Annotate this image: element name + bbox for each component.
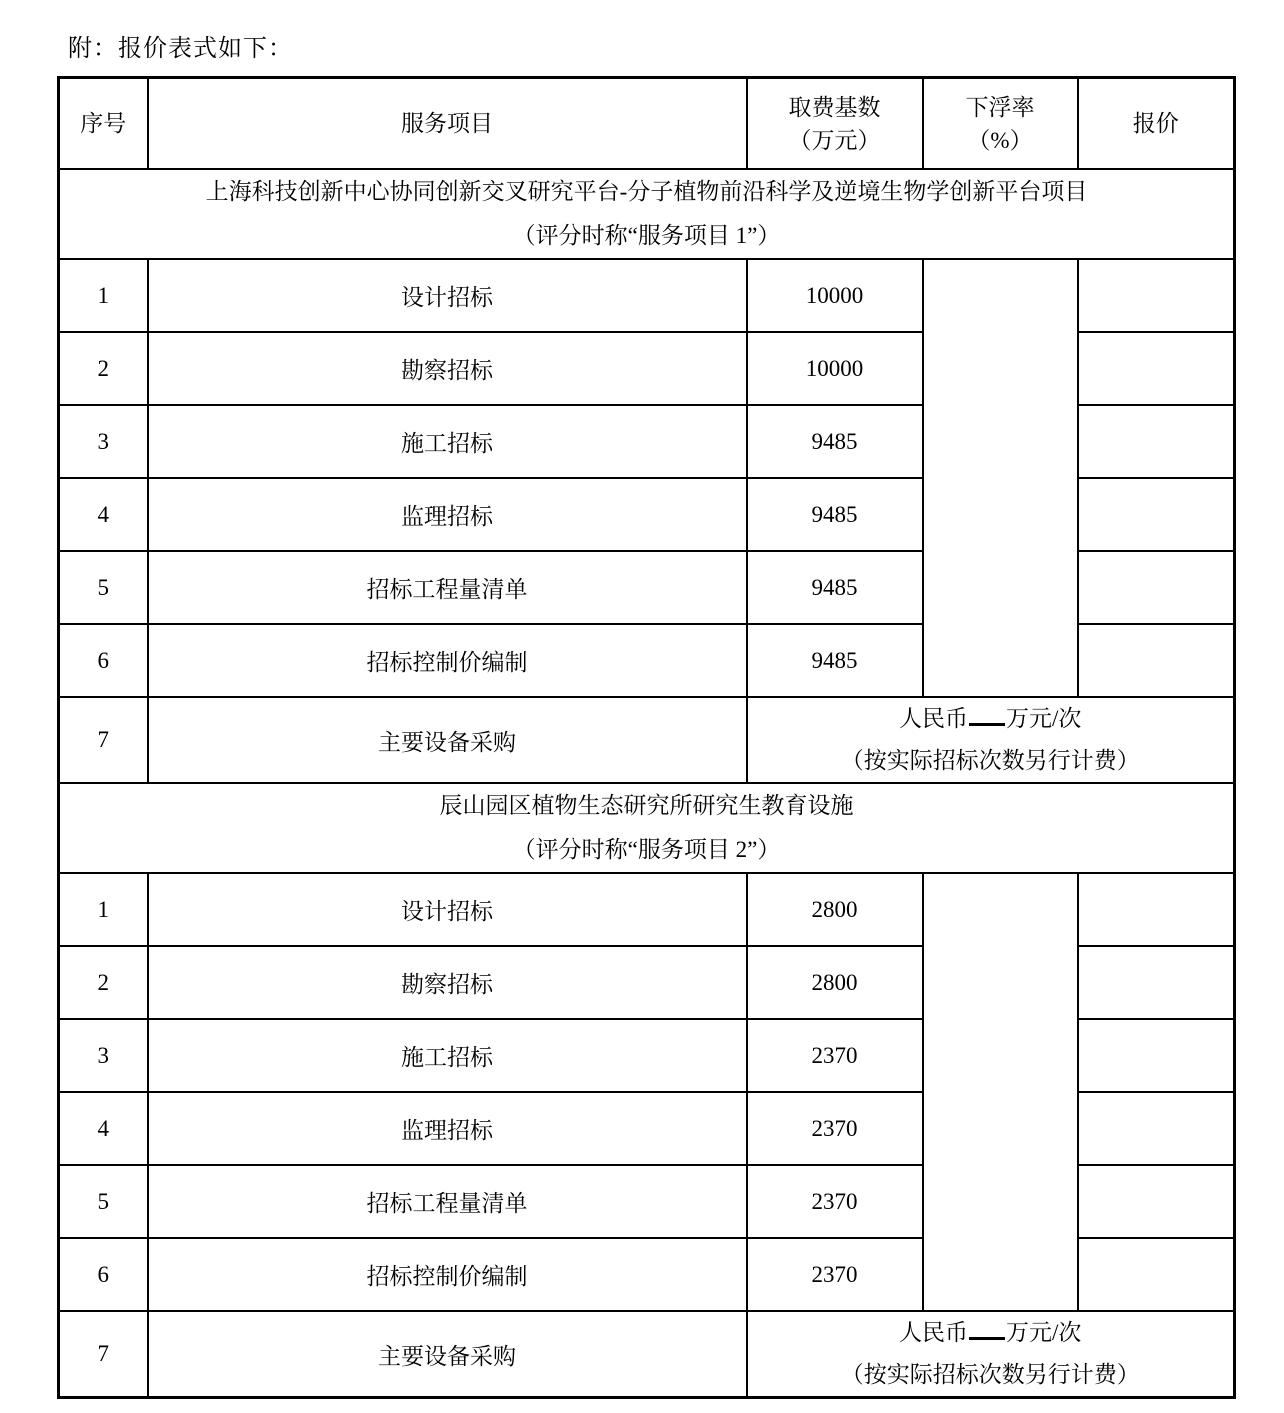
- header-label: 下浮率: [965, 94, 1035, 120]
- base-cell: 10000: [747, 259, 923, 332]
- service-cell: 设计招标: [148, 259, 747, 332]
- quote-cell: [1078, 259, 1235, 332]
- row-index-cell: 4: [59, 1092, 148, 1165]
- header-label: 取费基数: [788, 94, 881, 120]
- price-prefix: 人民币: [899, 1320, 969, 1345]
- section-title-line: 上海科技创新中心协同创新交叉研究平台-分子植物前沿科学及逆境生物学创新平台项目: [205, 179, 1088, 204]
- base-cell: 9485: [747, 551, 923, 624]
- base-cell: 2370: [747, 1165, 923, 1238]
- quote-cell: [1078, 946, 1235, 1019]
- price-line: [748, 698, 1234, 740]
- service-cell: 监理招标: [148, 1092, 747, 1165]
- equipment-price-cell: [747, 697, 1235, 783]
- equipment-row: [59, 1311, 1235, 1398]
- base-cell: 2800: [747, 873, 923, 946]
- service-cell: 主要设备采购: [148, 1311, 747, 1398]
- row-index-cell: 3: [59, 1019, 148, 1092]
- quote-cell: [1078, 551, 1235, 624]
- col-header-discount: [923, 78, 1078, 170]
- price-suffix: 万元/次: [1006, 706, 1082, 731]
- service-cell: 监理招标: [148, 478, 747, 551]
- base-cell: 2370: [747, 1019, 923, 1092]
- service-cell: 施工招标: [148, 405, 747, 478]
- price-suffix: 万元/次: [1006, 1320, 1082, 1345]
- col-header-base: [747, 78, 923, 170]
- quote-cell: [1078, 1019, 1235, 1092]
- section-title-row: [59, 169, 1235, 259]
- base-cell: 2370: [747, 1092, 923, 1165]
- doc-title: 附：报价表式如下：: [68, 36, 293, 62]
- row-index-cell: 6: [59, 624, 148, 697]
- price-blank-line: [969, 703, 1005, 726]
- service-cell: 勘察招标: [148, 332, 747, 405]
- service-cell: 招标控制价编制: [148, 624, 747, 697]
- col-header-index: [59, 78, 148, 170]
- section-title-line: 辰山园区植物生态研究所研究生教育设施: [439, 793, 854, 818]
- header-row: [59, 78, 1235, 170]
- base-cell: 9485: [747, 478, 923, 551]
- row-index-cell: 3: [59, 405, 148, 478]
- price-note: （按实际招标次数另行计费）: [840, 1362, 1140, 1387]
- discount-merged-cell: [923, 259, 1078, 697]
- section-title-cell: [59, 783, 1235, 873]
- row-index-cell: 4: [59, 478, 148, 551]
- service-cell: 招标控制价编制: [148, 1238, 747, 1311]
- service-cell: 招标工程量清单: [148, 1165, 747, 1238]
- service-cell: 勘察招标: [148, 946, 747, 1019]
- header-label: 报价: [1132, 111, 1179, 136]
- base-cell: 2370: [747, 1238, 923, 1311]
- row-index-cell: 7: [59, 1311, 148, 1398]
- header-label: （%）: [967, 127, 1033, 153]
- row-index-cell: 1: [59, 873, 148, 946]
- quote-cell: [1078, 873, 1235, 946]
- service-cell: 主要设备采购: [148, 697, 747, 783]
- price-line: [748, 1312, 1234, 1354]
- service-cell: 施工招标: [148, 1019, 747, 1092]
- col-header-service: [148, 78, 747, 170]
- quote-cell: [1078, 478, 1235, 551]
- quote-cell: [1078, 1165, 1235, 1238]
- row-index-cell: 5: [59, 551, 148, 624]
- row-index-cell: 6: [59, 1238, 148, 1311]
- equipment-price-cell: [747, 1311, 1235, 1398]
- base-cell: 2800: [747, 946, 923, 1019]
- section-title-cell: [59, 169, 1235, 259]
- section-title-line: （评分时称“服务项目 1”）: [512, 223, 781, 248]
- row-index-cell: 2: [59, 946, 148, 1019]
- quote-cell: [1078, 332, 1235, 405]
- quote-cell: [1078, 1238, 1235, 1311]
- quote-cell: [1078, 624, 1235, 697]
- header-label: 服务项目: [401, 111, 493, 136]
- price-prefix: 人民币: [899, 706, 969, 731]
- table-row: [59, 259, 1235, 332]
- price-blank-line: [969, 1317, 1005, 1340]
- section-title-row: [59, 783, 1235, 873]
- discount-merged-cell: [923, 873, 1078, 1311]
- quotation-table: [57, 76, 1236, 1399]
- row-index-cell: 2: [59, 332, 148, 405]
- header-label: 序号: [80, 111, 127, 136]
- row-index-cell: 1: [59, 259, 148, 332]
- base-cell: 9485: [747, 405, 923, 478]
- section-title-line: （评分时称“服务项目 2”）: [512, 837, 781, 862]
- base-cell: 10000: [747, 332, 923, 405]
- service-cell: 设计招标: [148, 873, 747, 946]
- base-cell: 9485: [747, 624, 923, 697]
- service-cell: 招标工程量清单: [148, 551, 747, 624]
- quote-cell: [1078, 1092, 1235, 1165]
- price-note: （按实际招标次数另行计费）: [840, 748, 1140, 773]
- quote-cell: [1078, 405, 1235, 478]
- row-index-cell: 7: [59, 697, 148, 783]
- col-header-quote: [1078, 78, 1235, 170]
- row-index-cell: 5: [59, 1165, 148, 1238]
- table-row: [59, 873, 1235, 946]
- header-label: （万元）: [788, 127, 881, 153]
- equipment-row: [59, 697, 1235, 783]
